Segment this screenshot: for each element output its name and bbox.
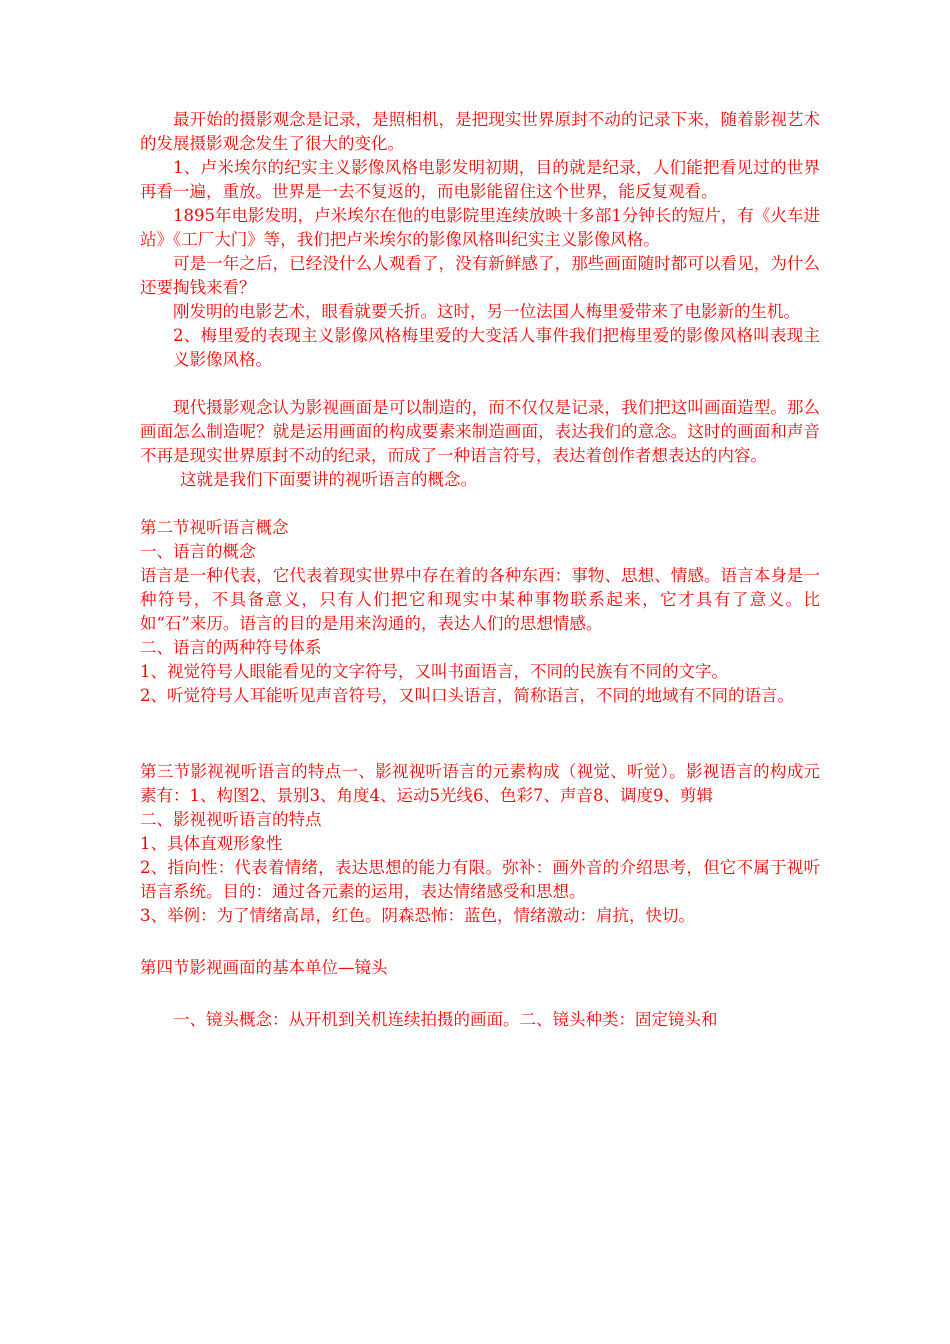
section-heading-2: 第二节视听语言概念 <box>140 518 289 537</box>
list-item-feature-1: 1、具体直观形象性 <box>140 834 283 853</box>
subheading-symbol-systems: 二、语言的两种符号体系 <box>140 638 322 657</box>
document-page <box>140 108 820 1032</box>
paragraph-modern-concept: 现代摄影观念认为影视画面是可以制造的，而不仅仅是记录，我们把这叫画面造型。那么画面怎么制造呢？就是运用画面的构成要素来制造画面，表达我们的意念。这时的画面和声音不再是现实世界原封不动的纪录，而成了一种语言符号，表达着创作者想表达的内容。 <box>140 398 820 465</box>
paragraph-intro: 最开始的摄影观念是记录，是照相机，是把现实世界原封不动的记录下来，随着影视艺术的发展摄影观念发生了很大的变化。 <box>140 110 820 153</box>
paragraph-language-definition: 语言是一种代表，它代表着现实世界中存在着的各种东西：事物、思想、情感。语言本身是一种符号，不具备意义，只有人们把它和现实中某种事物联系起来，它才具有了意义。比如“石”来历。语言的目的是用来沟通的，表达人们的思想情感。 <box>140 566 820 633</box>
section-heading-4: 第四节影视画面的基本单位—镜头 <box>140 958 388 977</box>
paragraph-1895: 1895年电影发明，卢米埃尔在他的电影院里连续放映十多部1分钟长的短片，有《火车进站》《工厂大门》等，我们把卢米埃尔的影像风格叫纪实主义影像风格。 <box>140 206 820 249</box>
paragraph-one-year-later: 可是一年之后，已经没什么人观看了，没有新鲜感了，那些画面随时都可以看见，为什么还要掏钱来看？ <box>140 254 820 297</box>
subheading-language-concept: 一、语言的概念 <box>140 542 256 561</box>
paragraph-lumiere: 1、卢米埃尔的纪实主义影像风格电影发明初期，目的就是纪录，人们能把看见过的世界再看一遍，重放。世界是一去不复返的，而电影能留住这个世界，能反复观看。 <box>140 158 820 201</box>
paragraph-melies: 2、梅里爱的表现主义影像风格梅里爱的大变活人事件我们把梅里爱的影像风格叫表现主义影像风格。 <box>173 326 820 369</box>
list-item-feature-3: 3、举例：为了情绪高昂，红色。阴森恐怖：蓝色，情绪激动：肩抗，快切。 <box>140 906 695 925</box>
list-item-visual-symbol: 1、视觉符号人眼能看见的文字符号，又叫书面语言，不同的民族有不同的文字。 <box>140 662 728 681</box>
paragraph-shot-concept: 一、镜头概念：从开机到关机连续拍摄的画面。二、镜头种类：固定镜头和 <box>173 1010 718 1029</box>
paragraph-new-life: 刚发明的电影艺术，眼看就要夭折。这时，另一位法国人梅里爱带来了电影新的生机。 <box>173 302 800 321</box>
section-heading-3: 第三节影视视听语言的特点一、影视视听语言的元素构成（视觉、听觉）。影视语言的构成元素有：1、构图2、景别3、角度4、运动5光线6、色彩7、声音8、调度9、剪辑 <box>140 762 820 805</box>
list-item-feature-2: 2、指向性：代表着情绪，表达思想的能力有限。弥补：画外音的介绍思考，但它不属于视听语言系统。目的：通过各元素的运用，表达情绪感受和思想。 <box>140 858 820 901</box>
paragraph-transition: 这就是我们下面要讲的视听语言的概念。 <box>180 470 477 489</box>
subheading-features: 二、影视视听语言的特点 <box>140 810 322 829</box>
list-item-audio-symbol: 2、听觉符号人耳能听见声音符号，又叫口头语言，简称语言，不同的地域有不同的语言。 <box>140 686 794 705</box>
